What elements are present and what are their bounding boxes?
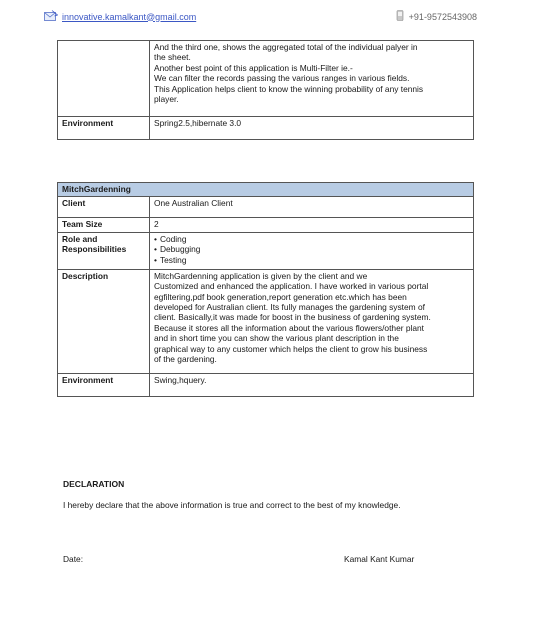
description-line: client. Basically,it was made for boost in the business of gardening system. (154, 312, 431, 323)
description-line: And the third one, shows the aggregated total of the individual palyer in (154, 42, 418, 52)
phone-icon (396, 10, 404, 23)
description-line: of the gardening. (154, 354, 217, 365)
description-line: the sheet. (154, 52, 191, 63)
client-label: Client (58, 197, 150, 218)
table-row (58, 183, 474, 197)
table-row (58, 269, 474, 373)
description-cell (150, 269, 474, 373)
role-cell (150, 232, 474, 269)
email-icon (44, 10, 58, 23)
table-row (58, 373, 474, 396)
environment-value: Spring2.5,hibernate 3.0 (150, 117, 474, 140)
declaration-heading: DECLARATION (63, 479, 125, 489)
signatory-name: Kamal Kant Kumar (344, 554, 415, 564)
description-line: egfiltering,pdf book generation,report generation etc.which has been (154, 291, 407, 302)
project-table-2 (57, 182, 474, 397)
table-row (58, 41, 474, 117)
table-row (58, 197, 474, 218)
description-line: player. (154, 94, 179, 105)
description-line: graphical way to any customer which helps the client to grow his business (154, 343, 428, 354)
list-item: • Coding (154, 234, 469, 244)
description-label: Description (58, 269, 150, 373)
list-item: • Testing (154, 255, 469, 265)
client-value: One Australian Client (150, 197, 474, 218)
table-row (58, 232, 474, 269)
team-size-value: 2 (150, 218, 474, 232)
description-line: Another best point of this application is Multi-Filter ie.- (154, 62, 353, 73)
email-contact[interactable] (44, 10, 196, 23)
table-row (58, 218, 474, 232)
environment-label: Environment (58, 373, 150, 396)
description-line: developed for Australian client. Its fully manages the gardening system of (154, 302, 425, 313)
description-line: Customized and enhanced the application. I have worked in various portal (154, 281, 429, 292)
environment-value: Swing,hquery. (150, 373, 474, 396)
email-link[interactable]: innovative.kamalkant@gmail.com (62, 11, 197, 22)
phone-number: +91-9572543908 (408, 11, 477, 22)
description-line: and in short time you can show the various plant description in the (154, 333, 399, 344)
empty-label-cell (58, 41, 150, 117)
description-line: We can filter the records passing the various ranges in various fields. (154, 73, 410, 84)
phone-contact (396, 10, 477, 23)
description-line: This Application helps client to know the winning probability of any tennis (154, 83, 424, 94)
environment-label: Environment (58, 117, 150, 140)
page-header (44, 10, 477, 26)
table-row (58, 117, 474, 140)
date-label: Date: (63, 554, 84, 564)
declaration-text: I hereby declare that the above information is true and correct to the best of my knowledge. (63, 500, 401, 510)
project-title: MitchGardenning (58, 183, 474, 197)
list-item: • Debugging (154, 244, 469, 254)
project-table-1 (57, 40, 474, 140)
description-line: MitchGardenning application is given by the client and we (154, 270, 368, 281)
role-list (154, 234, 469, 265)
description-line: Because it stores all the information about the various flowers/other plant (154, 322, 425, 333)
description-cell (150, 41, 474, 117)
role-label: Role and Responsibilities (58, 232, 150, 269)
team-size-label: Team Size (58, 218, 150, 232)
